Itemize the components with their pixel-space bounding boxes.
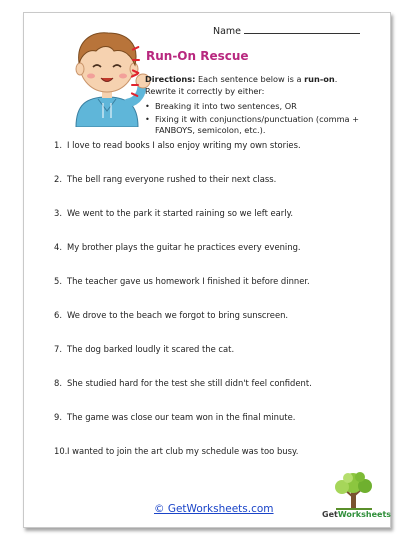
accent-dash (132, 59, 140, 61)
sentence-item: 8. She studied hard for the test she still didn't feel confident. (54, 378, 312, 388)
logo-text: GetWorksheets (322, 510, 392, 519)
directions-label: Directions: (145, 74, 196, 84)
worksheet-title: Run-On Rescue (146, 49, 249, 63)
bullet-item: • Breaking it into two sentences, OR (145, 101, 297, 111)
directions-text: Each sentence below is a (195, 74, 305, 84)
bullet-item: • Fixing it with conjunctions/punctuation (comma + FANBOYS, semicolon, etc.). (145, 113, 360, 135)
directions (145, 73, 383, 97)
sentence-item: 5. The teacher gave us homework I finished it before dinner. (54, 276, 310, 286)
accent-dash (131, 84, 139, 86)
boy-illustration (58, 23, 156, 127)
run-on-term: run-on (304, 74, 335, 84)
directions-bullets (145, 101, 385, 138)
directions-period: . (334, 74, 338, 84)
name-label: Name (213, 26, 242, 37)
name-underline (244, 24, 360, 34)
sentence-item: 9. The game was close our team won in the final minute. (54, 412, 296, 422)
getworksheets-logo (322, 471, 392, 525)
worksheet-page (23, 12, 391, 528)
tree-icon (322, 471, 386, 511)
sentence-item: 2. The bell rang everyone rushed to their next class. (54, 174, 277, 184)
sentence-item: 6. We drove to the beach we forgot to bring sunscreen. (54, 310, 289, 320)
sentence-item: 1. I love to read books I also enjoy writing my own stories. (54, 140, 301, 150)
getworksheets-link[interactable]: © GetWorksheets.com (154, 503, 274, 515)
directions-line2: Rewrite it correctly by either: (145, 86, 265, 96)
sentence-item: 10.I wanted to join the art club my schedule was too busy. (54, 446, 299, 456)
sentence-item: 3. We went to the park it started raining so we left early. (54, 208, 293, 218)
sentence-item: 4. My brother plays the guitar he practices every evening. (54, 242, 301, 252)
name-field (213, 24, 360, 37)
sentence-item: 7. The dog barked loudly it scared the cat. (54, 344, 235, 354)
